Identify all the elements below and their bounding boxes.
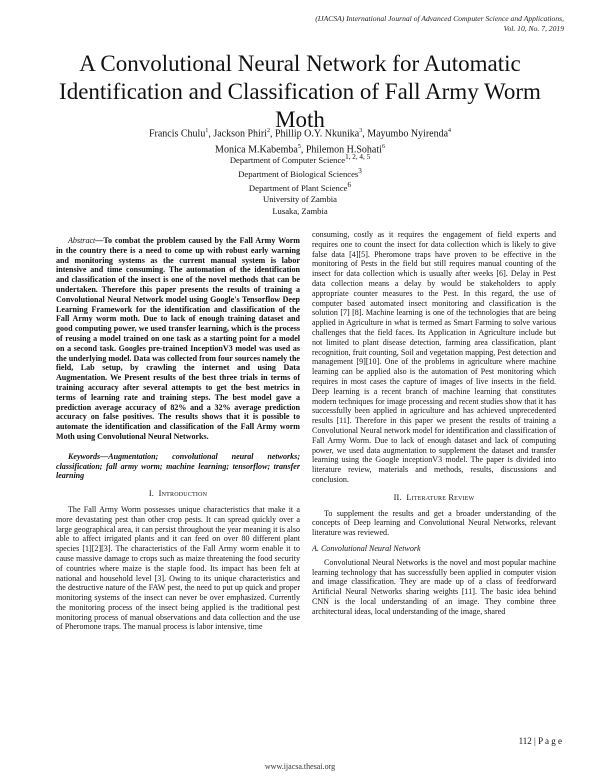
author-sup: 4 [448,128,452,134]
affiliation-item: University of Zambia [263,194,337,205]
journal-header-line2: Vol. 10, No. 7, 2019 [503,23,564,33]
author-name: Monica M.Kabemba [215,144,298,156]
section-heading-introduction: I. Introduction [148,489,208,499]
author-sup: 1 [205,128,209,134]
author-sup: 5 [297,143,301,150]
author-name: Mayumbo Nyirenda [367,128,449,140]
journal-header-line1: (IJACSA) International Journal of Advanced Computer Science and Applications, [315,14,564,23]
author-name: Francis Chulu [148,128,206,140]
affiliation-item: Department of Computer Science$^{1, 2, 4, 5}$ [229,153,371,165]
section-heading-literature-review: II. Literature Review [393,492,475,502]
right-column [312,230,556,616]
cnn-paragraph: Convolutional Neural Networks is the novel and most popular machine learning technology that has successfully been applied in computer vision and image classification. They are made up of a class of feedforward Artificial Neural Networks sharing weights [11]. The basic idea behind CNN is the local understanding of an image. They combine three architectural ideas, local understanding of the image, shared [312,557,556,616]
author-name: Phillip O.Y. Nkunika [274,128,360,140]
abstract-text: —To combat the problem caused by the Fall Army Worm in the country there is a need to come up with robust early warning and monitoring systems as the current manual system is labor intensive and time consuming. The automation of the identification and classification of the insect is one of the novel methods that can be undertaken. Therefore this paper presents the results of training a Convolutional Neural Network model using Google's Tensorflow Deep Learning Framework for the identification and classification of the Fall Army worm moth. Due to lack of enough training dataset and good computing power, we used transfer learning, which is the process of reusing a model trained on one task as a starting point for a model on a second task. Googles pre-trained InceptionV3 model was used as the underlying model. Data was collected from four sources namely the field, Lab setup, by crawling the internet and using Data Augmentation. We Present results of the best three trials in terms of training accuracy after several attempts to get the best metrics in terms of learning rate and training steps. The best model gave a prediction average accuracy of 82% and a 32% average prediction accuracy on false positives. The results shows that it is possible to automate the identification and classification of the Fall Army worm Moth using Convolutional Neural Networks. [56,236,300,441]
subsection-heading-cnn: A. Convolutional Neural Network [312,543,421,553]
author-sup: 3 [359,128,363,134]
affiliation-item: Department of Biological Sciences$^3$ [238,167,362,180]
paper-title [40,50,560,134]
abstract-lead: Abstract [68,236,96,245]
author-line-1: Francis Chulu$^1$, Jackson Phiri$^2$, Phillip O.Y. Nkunika$^3$, Mayumbo Nyirenda$^4$ [148,128,452,140]
left-column [56,236,300,632]
author-line-2: Monica M.Kabemba$^5$, Philemon H.Sohati$^6$ [215,143,385,156]
keywords: Keywords—Augmentation; convolutional neural networks; classification; fall army worm; machine learning; tensorflow; transfer learning [56,451,300,481]
author-name: Jackson Phiri [213,128,267,140]
affiliation-item: Department of Plant Science$^6$ [248,181,352,194]
intro-paragraph: The Fall Army Worm possesses unique characteristics that make it a more devastating pest than other crop pests. It can spread quickly over a large geographical area, it can persist throughout the year meaning it is also able to affect irrigated plants and it can feed on over 80 different plant species [1][2][3]. The characteristics of the Fall Army worm enable it to cause massive damage to crops such as maize threatening the food security of countries where maize is the staple food. Its impact has been felt at national and household level [3]. Owing to its unique characteristics and the destructive nature of the FAW pest, the need to put up quick and proper monitoring systems of the insect can never be over emphasized. Currently the monitoring process of the insect being applied is the traditional pest monitoring process of manual observations and data collection and the use of Pheromone traps. The manual process is labor intensive, time [56,504,300,632]
intro-paragraph-continued: consuming, costly as it requires the engagement of field experts and requires one to count the insect for data collection which is likely to give false data [4][5]. Pheromone traps have proven to be effective in the monitoring of Pests in the field but still requires manual counting of the insect for data collection which is usually after weeks [6]. Delay in Pest data collection means a delay by would be stakeholders to apply appropriate counter measures to the Pest. In this regard, the use of computer based automated insect monitoring and classification is the solution [7] [8]. Machine learning is one of the technologies that are being applied in Agriculture in what is termed as Smart Farming to solve various challenges that the field faces. Its Application in Agriculture include but not limited to plant disease detection, farming area classification, plant recognition, fruit counting, Soil and vegetation mapping, Pest detection and management [9][10]. One of the problems in agriculture where machine learning can be applied also is the automation of Pest monitoring which requires in most cases the capture of images of live insects in the field. Deep learning is a recent branch of machine learning that constitutes modern techniques for image processing and recent studies show that it has successfully been applied in agriculture and has achieved unprecedented results [11]. Therefore in this paper we present the results of training a Convolutional Neural network model for identification and classification of Fall Army Worm. Due to lack of enough dataset and lack of computing power, we used data augmentation to supplement the dataset and transfer learning using the Google inceptionV3 model. The paper is divided into literature review, materials and methods, results, discussions and conclusion. [312,230,556,484]
author-sup: 2 [266,128,270,134]
affiliation-list [120,152,480,217]
footer-url[interactable]: www.ijacsa.thesai.org [264,762,336,771]
page-number: 112 | P a g e [518,736,562,746]
affiliation-item: Lusaka, Zambia [272,205,328,216]
abstract [56,236,300,442]
paper-title-line2: Identification and Classification of Fall Army Worm Moth [59,79,541,132]
paper-title-line1: A Convolutional Neural Network for Automatic [79,51,521,76]
literature-paragraph: To supplement the results and get a broader understanding of the concepts of Deep learning and Convolutional Neural Networks, relevant literature was reviewed. [312,508,556,538]
journal-header [315,14,564,33]
author-sup: 6 [381,143,385,150]
author-name: Philemon H.Sohati [305,144,382,156]
